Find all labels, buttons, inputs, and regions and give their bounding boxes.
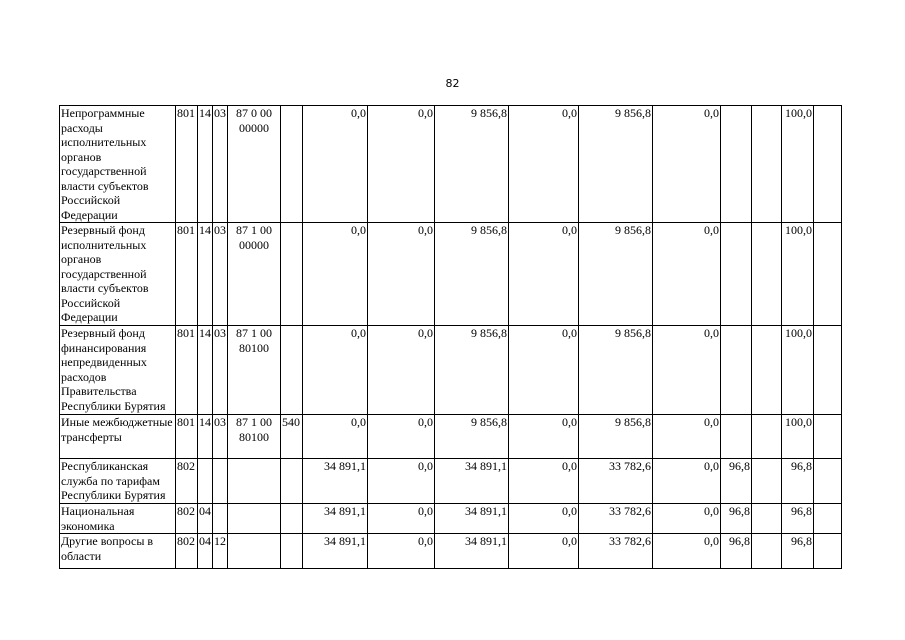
target-article-cell bbox=[228, 534, 281, 569]
table-row bbox=[60, 223, 842, 326]
value-6-cell: 0,0 bbox=[653, 459, 721, 504]
subsection-code-cell: 03 bbox=[213, 106, 228, 223]
value-2-cell: 0,0 bbox=[368, 459, 435, 504]
percent-1-cell: 96,8 bbox=[721, 504, 752, 534]
value-4-cell: 0,0 bbox=[509, 223, 579, 326]
target-article-cell: 87 1 00 00000 bbox=[228, 223, 281, 326]
percent-2-cell bbox=[752, 534, 782, 569]
value-3-cell: 9 856,8 bbox=[435, 415, 509, 459]
value-3-cell: 34 891,1 bbox=[435, 504, 509, 534]
percent-3-cell: 96,8 bbox=[782, 459, 814, 504]
table-row bbox=[60, 326, 842, 415]
empty-cell bbox=[814, 223, 842, 326]
expense-type-cell bbox=[281, 504, 303, 534]
target-article-cell bbox=[228, 459, 281, 504]
percent-2-cell bbox=[752, 106, 782, 223]
value-3-cell: 34 891,1 bbox=[435, 534, 509, 569]
table-row bbox=[60, 459, 842, 504]
expense-type-cell bbox=[281, 326, 303, 415]
row-name-cell: Иные межбюджетные трансферты bbox=[60, 415, 176, 459]
ved-code-cell: 802 bbox=[176, 459, 198, 504]
percent-1-cell: 96,8 bbox=[721, 534, 752, 569]
percent-2-cell bbox=[752, 459, 782, 504]
empty-cell bbox=[814, 534, 842, 569]
value-4-cell: 0,0 bbox=[509, 106, 579, 223]
value-2-cell: 0,0 bbox=[368, 106, 435, 223]
empty-cell bbox=[814, 459, 842, 504]
row-name-cell: Республиканская служба по тарифам Республики Бурятия bbox=[60, 459, 176, 504]
value-6-cell: 0,0 bbox=[653, 504, 721, 534]
percent-3-cell: 100,0 bbox=[782, 223, 814, 326]
expense-type-cell bbox=[281, 534, 303, 569]
value-1-cell: 34 891,1 bbox=[303, 504, 368, 534]
section-code-cell bbox=[198, 459, 213, 504]
empty-cell bbox=[814, 106, 842, 223]
value-2-cell: 0,0 bbox=[368, 415, 435, 459]
subsection-code-cell: 03 bbox=[213, 223, 228, 326]
row-name-cell: Национальная экономика bbox=[60, 504, 176, 534]
section-code-cell: 14 bbox=[198, 326, 213, 415]
page-number: 82 bbox=[445, 77, 460, 90]
value-1-cell: 0,0 bbox=[303, 326, 368, 415]
percent-2-cell bbox=[752, 223, 782, 326]
value-5-cell: 9 856,8 bbox=[579, 223, 653, 326]
percent-1-cell bbox=[721, 106, 752, 223]
ved-code-cell: 802 bbox=[176, 534, 198, 569]
table-row bbox=[60, 504, 842, 534]
table-row bbox=[60, 415, 842, 459]
subsection-code-cell bbox=[213, 504, 228, 534]
value-5-cell: 33 782,6 bbox=[579, 534, 653, 569]
subsection-code-cell: 03 bbox=[213, 415, 228, 459]
percent-1-cell: 96,8 bbox=[721, 459, 752, 504]
value-4-cell: 0,0 bbox=[509, 459, 579, 504]
expense-type-cell: 540 bbox=[281, 415, 303, 459]
value-6-cell: 0,0 bbox=[653, 534, 721, 569]
percent-1-cell bbox=[721, 415, 752, 459]
value-5-cell: 9 856,8 bbox=[579, 326, 653, 415]
value-1-cell: 34 891,1 bbox=[303, 459, 368, 504]
ved-code-cell: 801 bbox=[176, 415, 198, 459]
section-code-cell: 14 bbox=[198, 223, 213, 326]
value-6-cell: 0,0 bbox=[653, 223, 721, 326]
section-code-cell: 14 bbox=[198, 106, 213, 223]
table-row bbox=[60, 106, 842, 223]
value-4-cell: 0,0 bbox=[509, 415, 579, 459]
target-article-cell: 87 0 00 00000 bbox=[228, 106, 281, 223]
value-1-cell: 34 891,1 bbox=[303, 534, 368, 569]
value-4-cell: 0,0 bbox=[509, 534, 579, 569]
value-6-cell: 0,0 bbox=[653, 326, 721, 415]
value-1-cell: 0,0 bbox=[303, 106, 368, 223]
section-code-cell: 14 bbox=[198, 415, 213, 459]
value-3-cell: 34 891,1 bbox=[435, 459, 509, 504]
value-3-cell: 9 856,8 bbox=[435, 326, 509, 415]
expense-type-cell bbox=[281, 459, 303, 504]
target-article-cell bbox=[228, 504, 281, 534]
value-2-cell: 0,0 bbox=[368, 223, 435, 326]
value-5-cell: 9 856,8 bbox=[579, 106, 653, 223]
value-1-cell: 0,0 bbox=[303, 415, 368, 459]
value-4-cell: 0,0 bbox=[509, 504, 579, 534]
empty-cell bbox=[814, 504, 842, 534]
section-code-cell: 04 bbox=[198, 504, 213, 534]
value-3-cell: 9 856,8 bbox=[435, 223, 509, 326]
section-code-cell: 04 bbox=[198, 534, 213, 569]
table-row bbox=[60, 534, 842, 569]
percent-3-cell: 100,0 bbox=[782, 415, 814, 459]
row-name-cell: Непрограммные расходы исполнительных органов государственной власти субъектов Российской Федерации bbox=[60, 106, 176, 223]
value-5-cell: 33 782,6 bbox=[579, 459, 653, 504]
percent-1-cell bbox=[721, 326, 752, 415]
empty-cell bbox=[814, 415, 842, 459]
value-1-cell: 0,0 bbox=[303, 223, 368, 326]
target-article-cell: 87 1 00 80100 bbox=[228, 326, 281, 415]
budget-table bbox=[59, 105, 842, 569]
percent-1-cell bbox=[721, 223, 752, 326]
value-4-cell: 0,0 bbox=[509, 326, 579, 415]
value-2-cell: 0,0 bbox=[368, 534, 435, 569]
ved-code-cell: 802 bbox=[176, 504, 198, 534]
percent-3-cell: 100,0 bbox=[782, 326, 814, 415]
value-5-cell: 9 856,8 bbox=[579, 415, 653, 459]
row-name-cell: Резервный фонд исполнительных органов государственной власти субъектов Российской Федерации bbox=[60, 223, 176, 326]
value-6-cell: 0,0 bbox=[653, 415, 721, 459]
row-name-cell: Другие вопросы в области bbox=[60, 534, 176, 569]
expense-type-cell bbox=[281, 106, 303, 223]
percent-2-cell bbox=[752, 326, 782, 415]
percent-3-cell: 96,8 bbox=[782, 534, 814, 569]
expense-type-cell bbox=[281, 223, 303, 326]
target-article-cell: 87 1 00 80100 bbox=[228, 415, 281, 459]
percent-3-cell: 96,8 bbox=[782, 504, 814, 534]
ved-code-cell: 801 bbox=[176, 326, 198, 415]
empty-cell bbox=[814, 326, 842, 415]
value-5-cell: 33 782,6 bbox=[579, 504, 653, 534]
percent-2-cell bbox=[752, 504, 782, 534]
ved-code-cell: 801 bbox=[176, 106, 198, 223]
percent-2-cell bbox=[752, 415, 782, 459]
value-2-cell: 0,0 bbox=[368, 504, 435, 534]
row-name-cell: Резервный фонд финансирования непредвиденных расходов Правительства Республики Бурятия bbox=[60, 326, 176, 415]
subsection-code-cell: 12 bbox=[213, 534, 228, 569]
subsection-code-cell bbox=[213, 459, 228, 504]
value-2-cell: 0,0 bbox=[368, 326, 435, 415]
percent-3-cell: 100,0 bbox=[782, 106, 814, 223]
ved-code-cell: 801 bbox=[176, 223, 198, 326]
value-3-cell: 9 856,8 bbox=[435, 106, 509, 223]
subsection-code-cell: 03 bbox=[213, 326, 228, 415]
value-6-cell: 0,0 bbox=[653, 106, 721, 223]
